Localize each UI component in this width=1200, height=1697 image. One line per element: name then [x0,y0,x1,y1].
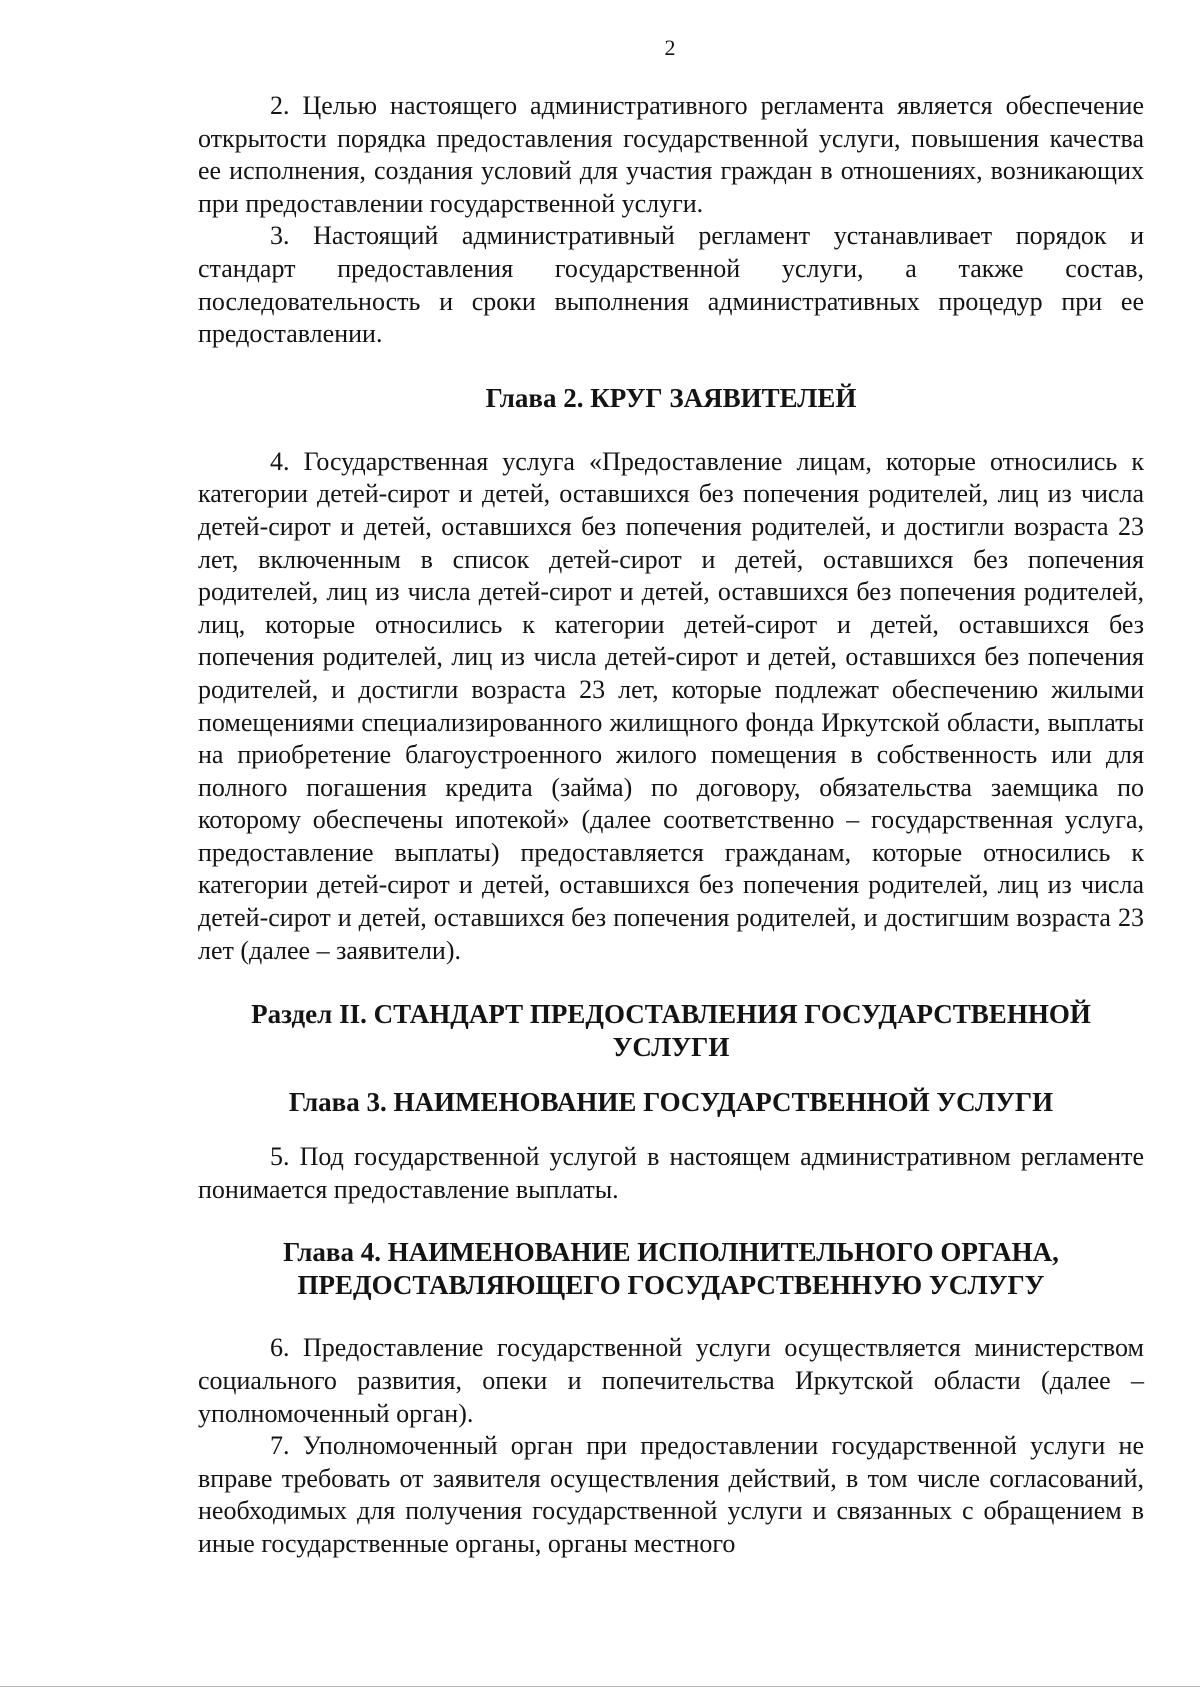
page-number: 2 [664,35,676,60]
paragraph-6: 6. Предоставление государственной услуги осуществляется министерством социального развития, опеки и попечительства Иркутской области (далее – уполномоченный орган). [198,1333,1144,1428]
paragraph-5: 5. Под государственной услугой в настоящем административном регламенте понимается предоставление выплаты. [198,1142,1144,1204]
paragraph-3: 3. Настоящий административный регламент устанавливает порядок и стандарт предоставления государственной услуги, а также состав, последовательность и сроки выполнения административных процедур при ее предоставлении. [198,221,1144,349]
section-2-heading-line-2: УСЛУГИ [612,1032,730,1063]
section-2-heading-line-1: Раздел II. СТАНДАРТ ПРЕДОСТАВЛЕНИЯ ГОСУДАРСТВЕННОЙ [251,999,1091,1030]
chapter-3-heading: Глава 3. НАИМЕНОВАНИЕ ГОСУДАРСТВЕННОЙ УСЛУГИ [288,1087,1054,1118]
page-body [198,90,1144,1561]
chapter-2-heading: Глава 2. КРУГ ЗАЯВИТЕЛЕЙ [485,382,857,413]
scan-bottom-edge [0,1686,1200,1687]
chapter-4-heading [198,1236,1144,1302]
chapter-4-heading-line-2: ПРЕДОСТАВЛЯЮЩЕГО ГОСУДАРСТВЕННУЮ УСЛУГУ [297,1270,1045,1301]
chapter-4-heading-line-1: Глава 4. НАИМЕНОВАНИЕ ИСПОЛНИТЕЛЬНОГО ОРГАНА, [283,1237,1059,1268]
section-2-heading [198,998,1144,1064]
paragraph-7: 7. Уполномоченный орган при предоставлении государственной услуги не вправе требовать от заявителя осуществления действий, в том числе согласований, необходимых для получения государственной услуги и связанных с обращением в иные государственные органы, органы местного [198,1431,1144,1558]
paragraph-2: 2. Целью настоящего административного регламента является обеспечение открытости порядка предоставления государственной услуги, повышения качества ее исполнения, создания условий для участия граждан в отношениях, возникающих при предоставлении государственной услуги. [198,91,1144,218]
paragraph-4: 4. Государственная услуга «Предоставление лицам, которые относились к категории детей-сирот и детей, оставшихся без попечения родителей, лиц из числа детей-сирот и детей, оставшихся без попечения родителей, и достигли возраста 23 лет, включенным в список детей-сирот и детей, оставшихся без попечения родителей, лиц из числа детей-сирот и детей, оставшихся без попечения родителей, лиц, которые относились к категории детей-сирот и детей, оставшихся без попечения родителей, лиц из числа детей-сирот и детей, оставшихся без попечения родителей, и достигли возраста 23 лет, которые подлежат обеспечению жилыми помещениями специализированного жилищного фонда Иркутской области, выплаты на приобретение благоустроенного жилого помещения в собственность или для полного погашения кредита (займа) по договору, обязательства заемщика по которому обеспечены ипотекой» (далее соответственно – государственная услуга, предоставление выплаты) предоставляется гражданам, которые относились к категории детей-сирот и детей, оставшихся без попечения родителей, лиц из числа детей-сирот и детей, оставшихся без попечения родителей, и достигшим возраста 23 лет (далее – заявители). [198,446,1144,965]
